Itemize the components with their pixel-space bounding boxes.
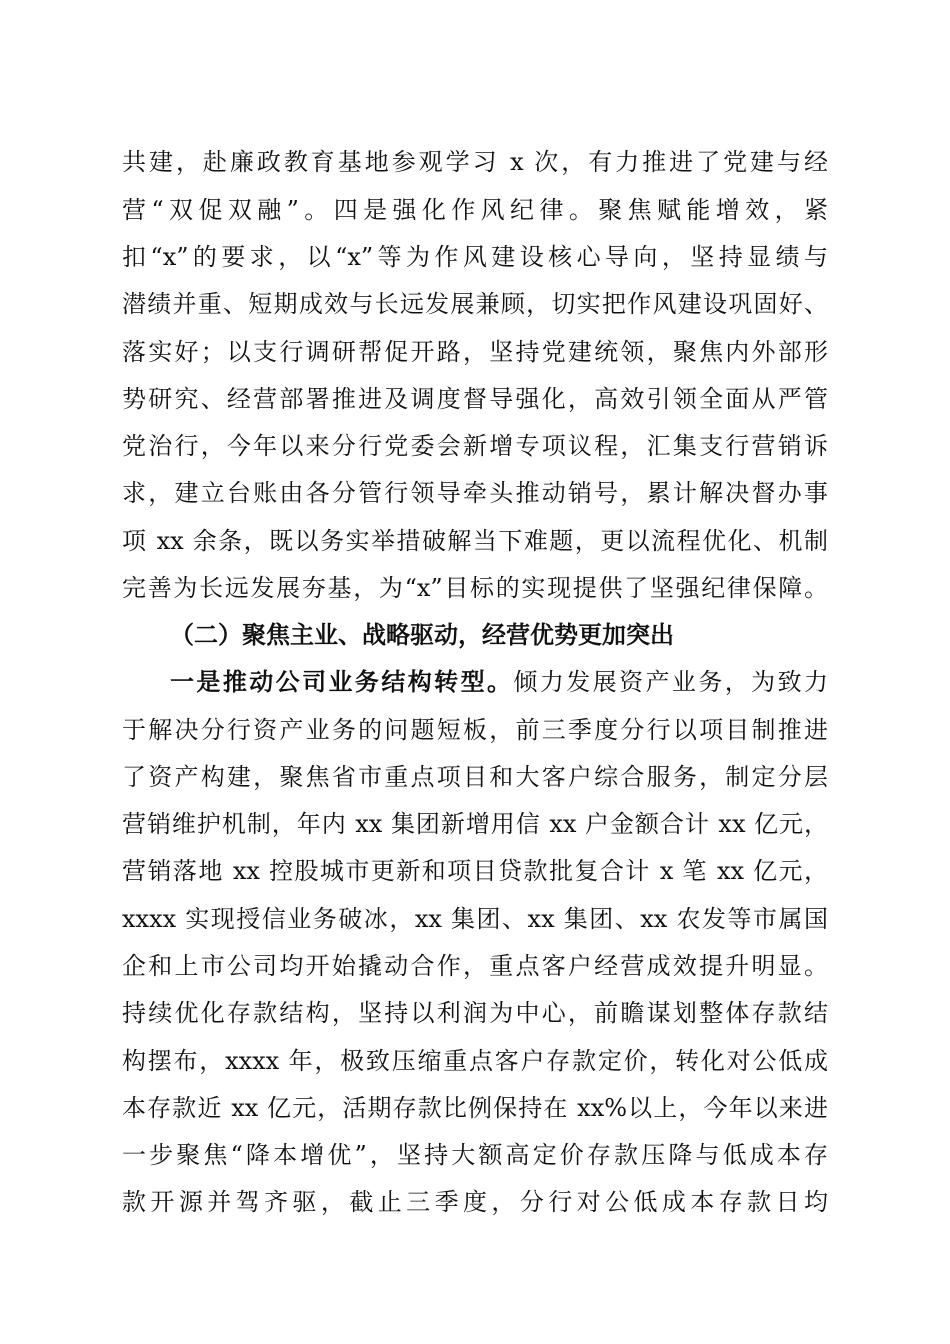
paragraph-line: 持续优化存款结构，坚持以利润为中心，前瞻谋划整体存款结 xyxy=(122,999,828,1027)
paragraph-line: 势研究、经营部署推进及调度督导强化，高效引领全面从严管 xyxy=(122,385,828,413)
paragraph-line: 款开源并驾齐驱，截止三季度，分行对公低成本存款日均 xyxy=(122,1188,828,1216)
paragraph-line: 企和上市公司均开始撬动合作，重点客户经营成效提升明显。 xyxy=(122,952,828,980)
paragraph-line: 潜绩并重、短期成效与长远发展兼顾，切实把作风建设巩固好、 xyxy=(122,290,828,318)
paragraph-line: 一步聚焦“降本增优”，坚持大额高定价存款压降与低成本存 xyxy=(122,1141,828,1169)
paragraph-first-rest: 倾力发展资产业务，为致力 xyxy=(513,668,829,696)
paragraph-first-line xyxy=(170,666,828,698)
paragraph-lead: 一是推动公司业务结构转型。 xyxy=(170,668,514,696)
paragraph-line: 共建，赴廉政教育基地参观学习 x 次，有力推进了党建与经 xyxy=(122,148,828,176)
paragraph-line: 落实好；以支行调研帮促开路，坚持党建统领，聚焦内外部形 xyxy=(122,338,828,366)
paragraph-line: xxxx 实现授信业务破冰，xx 集团、xx 集团、xx 农发等市属国 xyxy=(122,905,828,933)
paragraph-line: 构摆布，xxxx 年，极致压缩重点客户存款定价，转化对公低成 xyxy=(122,1047,828,1075)
paragraph-line: 党治行，今年以来分行党委会新增专项议程，汇集支行营销诉 xyxy=(122,432,828,460)
paragraph-line: 项 xx 余条，既以务实举措破解当下难题，更以流程优化、机制 xyxy=(122,527,828,555)
paragraph-line: 求，建立台账由各分管行领导牵头推动销号，累计解决督办事 xyxy=(122,479,828,507)
paragraph-line: 于解决分行资产业务的问题短板，前三季度分行以项目制推进 xyxy=(122,716,828,744)
section-heading: （二）聚焦主业、战略驱动，经营优势更加突出 xyxy=(170,621,674,649)
paragraph-line: 营销落地 xx 控股城市更新和项目贷款批复合计 x 笔 xx 亿元， xyxy=(122,857,828,885)
paragraph-line: 完善为长远发展夯基，为“x”目标的实现提供了坚强纪律保障。 xyxy=(122,574,828,602)
paragraph-line: 扣“x”的要求，以“x”等为作风建设核心导向，坚持显绩与 xyxy=(122,243,828,271)
paragraph-line: 了资产构建，聚焦省市重点项目和大客户综合服务，制定分层 xyxy=(122,763,828,791)
paragraph-line: 营“双促双融”。四是强化作风纪律。聚焦赋能增效，紧 xyxy=(122,196,828,224)
paragraph-line: 营销维护机制，年内 xx 集团新增用信 xx 户金额合计 xx 亿元， xyxy=(122,810,828,838)
paragraph-line: 本存款近 xx 亿元，活期存款比例保持在 xx%以上，今年以来进 xyxy=(122,1094,828,1122)
